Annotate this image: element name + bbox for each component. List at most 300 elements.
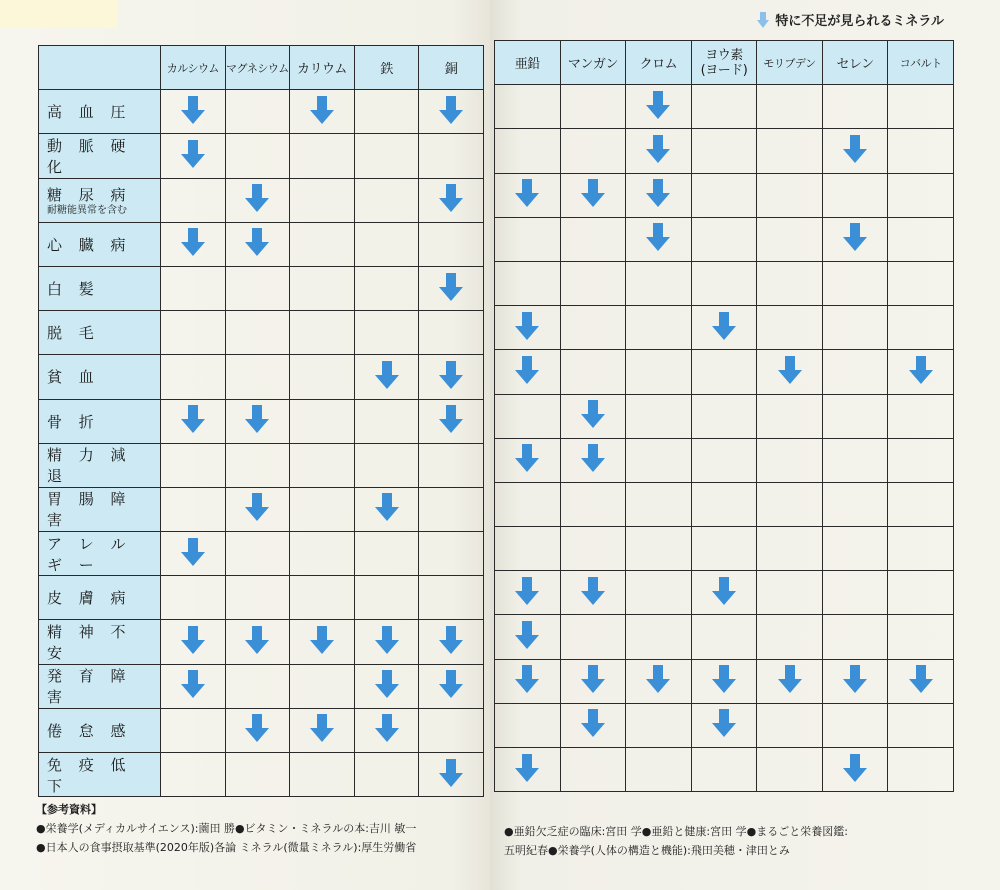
row-label-text: 胃 腸 障 害 bbox=[47, 490, 132, 530]
table-cell bbox=[626, 261, 692, 305]
table-row bbox=[39, 532, 484, 576]
down-arrow-icon bbox=[439, 273, 463, 301]
down-arrow-icon bbox=[439, 405, 463, 433]
table-cell bbox=[626, 615, 692, 659]
table-cell bbox=[757, 615, 823, 659]
down-arrow-icon bbox=[181, 96, 205, 124]
table-cell bbox=[822, 173, 888, 217]
table-cell bbox=[888, 350, 954, 394]
table-cell bbox=[290, 620, 355, 664]
table-cell bbox=[161, 664, 226, 708]
table-cell bbox=[495, 173, 561, 217]
column-header: マンガン bbox=[560, 41, 626, 85]
table-cell bbox=[560, 261, 626, 305]
table-cell bbox=[888, 748, 954, 792]
table-cell bbox=[691, 615, 757, 659]
table-cell bbox=[626, 129, 692, 173]
table-cell bbox=[626, 703, 692, 747]
table-cell bbox=[822, 703, 888, 747]
table-cell bbox=[161, 487, 226, 531]
table-cell bbox=[757, 703, 823, 747]
table-row bbox=[495, 438, 954, 482]
down-arrow-icon bbox=[181, 626, 205, 654]
page-tab bbox=[0, 0, 118, 28]
table-cell bbox=[888, 394, 954, 438]
table-row bbox=[495, 482, 954, 526]
table-cell bbox=[822, 129, 888, 173]
row-label bbox=[39, 134, 161, 178]
table-row bbox=[39, 708, 484, 752]
down-arrow-icon bbox=[515, 444, 539, 472]
table-cell bbox=[757, 527, 823, 571]
table-row bbox=[495, 748, 954, 792]
column-header: カルシウム bbox=[161, 46, 226, 90]
row-label bbox=[39, 311, 161, 355]
table-cell bbox=[225, 90, 290, 134]
row-label-text: 貧 血 bbox=[47, 368, 100, 387]
down-arrow-icon bbox=[515, 356, 539, 384]
table-cell bbox=[419, 753, 484, 797]
table-cell bbox=[354, 90, 419, 134]
down-arrow-icon bbox=[245, 184, 269, 212]
table-cell bbox=[354, 753, 419, 797]
table-cell bbox=[822, 438, 888, 482]
row-label bbox=[39, 576, 161, 620]
table-cell bbox=[626, 394, 692, 438]
table-row bbox=[39, 576, 484, 620]
down-arrow-icon bbox=[712, 709, 736, 737]
table-cell bbox=[354, 664, 419, 708]
down-arrow-icon bbox=[439, 361, 463, 389]
table-cell bbox=[757, 438, 823, 482]
down-arrow-icon bbox=[375, 361, 399, 389]
reference-line: ●亜鉛欠乏症の臨床:宮田 学●亜鉛と健康:宮田 学●まるごと栄養図鑑: bbox=[504, 825, 848, 838]
left-header-row bbox=[39, 46, 484, 90]
table-cell bbox=[626, 217, 692, 261]
down-arrow-icon bbox=[439, 184, 463, 212]
table-cell bbox=[354, 620, 419, 664]
table-row bbox=[495, 217, 954, 261]
table-row bbox=[39, 355, 484, 399]
table-cell bbox=[161, 620, 226, 664]
table-cell bbox=[354, 178, 419, 222]
down-arrow-icon bbox=[646, 223, 670, 251]
table-cell bbox=[560, 703, 626, 747]
table-cell bbox=[290, 753, 355, 797]
down-arrow-icon bbox=[375, 670, 399, 698]
references-left bbox=[36, 800, 486, 857]
down-arrow-icon bbox=[245, 405, 269, 433]
table-cell bbox=[290, 576, 355, 620]
table-cell bbox=[290, 443, 355, 487]
table-cell bbox=[225, 355, 290, 399]
table-cell bbox=[495, 482, 561, 526]
table-cell bbox=[560, 571, 626, 615]
table-cell bbox=[225, 753, 290, 797]
down-arrow-icon bbox=[843, 135, 867, 163]
down-arrow-icon bbox=[712, 665, 736, 693]
down-arrow-icon bbox=[375, 493, 399, 521]
table-cell bbox=[161, 443, 226, 487]
table-cell bbox=[691, 261, 757, 305]
down-arrow-icon bbox=[439, 759, 463, 787]
table-cell bbox=[419, 311, 484, 355]
table-cell bbox=[822, 482, 888, 526]
table-cell bbox=[888, 482, 954, 526]
row-label bbox=[39, 620, 161, 664]
table-cell bbox=[691, 748, 757, 792]
table-cell bbox=[560, 438, 626, 482]
down-arrow-icon bbox=[181, 228, 205, 256]
table-row bbox=[39, 399, 484, 443]
table-row bbox=[495, 129, 954, 173]
down-arrow-icon bbox=[581, 179, 605, 207]
table-cell bbox=[161, 399, 226, 443]
table-row bbox=[495, 571, 954, 615]
table-row bbox=[39, 487, 484, 531]
column-header: カリウム bbox=[290, 46, 355, 90]
table-cell bbox=[626, 482, 692, 526]
table-cell bbox=[290, 178, 355, 222]
down-arrow-icon bbox=[712, 577, 736, 605]
down-arrow-icon bbox=[646, 91, 670, 119]
table-cell bbox=[419, 620, 484, 664]
table-cell bbox=[354, 487, 419, 531]
row-label-text: ア レ ル ギ ー bbox=[47, 534, 132, 574]
table-cell bbox=[161, 576, 226, 620]
table-cell bbox=[691, 527, 757, 571]
table-cell bbox=[888, 615, 954, 659]
table-cell bbox=[626, 659, 692, 703]
table-cell bbox=[354, 532, 419, 576]
table-cell bbox=[225, 134, 290, 178]
table-row bbox=[495, 703, 954, 747]
down-arrow-icon bbox=[245, 493, 269, 521]
table-cell bbox=[691, 85, 757, 129]
column-header: モリブデン bbox=[757, 41, 823, 85]
table-cell bbox=[757, 261, 823, 305]
down-arrow-icon bbox=[909, 665, 933, 693]
table-row bbox=[495, 394, 954, 438]
table-cell bbox=[495, 438, 561, 482]
column-header: コバルト bbox=[888, 41, 954, 85]
table-cell bbox=[495, 217, 561, 261]
down-arrow-icon bbox=[181, 538, 205, 566]
table-cell bbox=[225, 708, 290, 752]
table-row bbox=[39, 620, 484, 664]
table-row bbox=[495, 527, 954, 571]
down-arrow-icon bbox=[581, 444, 605, 472]
table-cell bbox=[495, 748, 561, 792]
row-label bbox=[39, 355, 161, 399]
table-cell bbox=[888, 527, 954, 571]
table-cell bbox=[757, 217, 823, 261]
table-row bbox=[39, 134, 484, 178]
table-cell bbox=[691, 571, 757, 615]
table-cell bbox=[161, 178, 226, 222]
table-cell bbox=[691, 438, 757, 482]
down-arrow-icon bbox=[515, 754, 539, 782]
table-cell bbox=[354, 355, 419, 399]
row-label bbox=[39, 178, 161, 222]
down-arrow-icon bbox=[245, 714, 269, 742]
reference-line: ●日本人の食事摂取基準(2020年版)各論 ミネラル(微量ミネラル):厚生労働省 bbox=[36, 841, 417, 854]
table-cell bbox=[757, 85, 823, 129]
table-cell bbox=[290, 134, 355, 178]
row-label bbox=[39, 532, 161, 576]
down-arrow-icon bbox=[581, 577, 605, 605]
table-cell bbox=[419, 664, 484, 708]
table-cell bbox=[560, 173, 626, 217]
table-cell bbox=[290, 355, 355, 399]
table-cell bbox=[419, 708, 484, 752]
table-row bbox=[495, 350, 954, 394]
row-label bbox=[39, 708, 161, 752]
table-cell bbox=[888, 217, 954, 261]
column-header: 亜鉛 bbox=[495, 41, 561, 85]
row-label-note: 耐糖能異常を含む bbox=[47, 205, 127, 217]
table-cell bbox=[888, 659, 954, 703]
legend bbox=[757, 10, 944, 29]
table-cell bbox=[626, 527, 692, 571]
table-cell bbox=[888, 571, 954, 615]
table-cell bbox=[419, 355, 484, 399]
down-arrow-icon bbox=[778, 665, 802, 693]
table-cell bbox=[495, 350, 561, 394]
table-cell bbox=[757, 350, 823, 394]
down-arrow-icon bbox=[581, 400, 605, 428]
table-cell bbox=[560, 350, 626, 394]
table-row bbox=[39, 311, 484, 355]
table-cell bbox=[161, 90, 226, 134]
right-header-row bbox=[495, 41, 954, 85]
down-arrow-icon bbox=[581, 665, 605, 693]
table-cell bbox=[822, 571, 888, 615]
table-cell bbox=[290, 90, 355, 134]
reference-line: 五明紀春●栄養学(人体の構造と機能):飛田美穂・津田とみ bbox=[504, 844, 790, 857]
table-cell bbox=[495, 261, 561, 305]
down-arrow-icon bbox=[515, 665, 539, 693]
down-arrow-icon bbox=[757, 12, 769, 28]
row-label bbox=[39, 399, 161, 443]
table-cell bbox=[354, 222, 419, 266]
left-mineral-table bbox=[38, 45, 484, 797]
table-cell bbox=[419, 90, 484, 134]
table-cell bbox=[888, 438, 954, 482]
table-cell bbox=[822, 615, 888, 659]
table-cell bbox=[691, 394, 757, 438]
table-cell bbox=[290, 487, 355, 531]
down-arrow-icon bbox=[439, 670, 463, 698]
table-cell bbox=[560, 306, 626, 350]
column-header: ヨウ素 (ヨード) bbox=[691, 41, 757, 85]
table-cell bbox=[225, 443, 290, 487]
table-row bbox=[39, 443, 484, 487]
row-label-text: 脱 毛 bbox=[47, 324, 100, 343]
table-cell bbox=[560, 659, 626, 703]
down-arrow-icon bbox=[646, 135, 670, 163]
table-row bbox=[39, 178, 484, 222]
table-cell bbox=[757, 306, 823, 350]
table-cell bbox=[560, 527, 626, 571]
table-cell bbox=[225, 620, 290, 664]
table-cell bbox=[161, 753, 226, 797]
down-arrow-icon bbox=[778, 356, 802, 384]
table-cell bbox=[419, 178, 484, 222]
table-cell bbox=[626, 306, 692, 350]
down-arrow-icon bbox=[439, 626, 463, 654]
table-cell bbox=[626, 748, 692, 792]
table-row bbox=[495, 306, 954, 350]
table-cell bbox=[757, 748, 823, 792]
table-cell bbox=[161, 134, 226, 178]
table-cell bbox=[757, 173, 823, 217]
table-cell bbox=[225, 532, 290, 576]
table-cell bbox=[626, 173, 692, 217]
column-header: 鉄 bbox=[354, 46, 419, 90]
row-label-text: 骨 折 bbox=[47, 412, 100, 431]
table-cell bbox=[225, 487, 290, 531]
table-cell bbox=[290, 399, 355, 443]
corner-cell bbox=[39, 46, 161, 90]
down-arrow-icon bbox=[646, 179, 670, 207]
table-cell bbox=[691, 350, 757, 394]
legend-text: 特に不足が見られるミネラル bbox=[775, 14, 944, 29]
table-cell bbox=[225, 178, 290, 222]
table-cell bbox=[691, 217, 757, 261]
down-arrow-icon bbox=[375, 714, 399, 742]
row-label-text: 白 髪 bbox=[47, 280, 100, 299]
table-cell bbox=[691, 173, 757, 217]
down-arrow-icon bbox=[181, 670, 205, 698]
table-cell bbox=[225, 311, 290, 355]
table-cell bbox=[888, 173, 954, 217]
down-arrow-icon bbox=[181, 140, 205, 168]
table-row bbox=[39, 664, 484, 708]
table-row bbox=[495, 615, 954, 659]
row-label bbox=[39, 753, 161, 797]
table-row bbox=[495, 173, 954, 217]
table-cell bbox=[161, 355, 226, 399]
table-cell bbox=[691, 703, 757, 747]
table-cell bbox=[290, 222, 355, 266]
row-label-text: 皮 膚 病 bbox=[47, 589, 132, 608]
table-cell bbox=[161, 532, 226, 576]
table-cell bbox=[290, 266, 355, 310]
down-arrow-icon bbox=[515, 312, 539, 340]
table-cell bbox=[419, 266, 484, 310]
row-label-text: 倦 怠 感 bbox=[47, 721, 132, 740]
reference-line: ●栄養学(メディカルサイエンス):薗田 勝●ビタミン・ミネラルの本:吉川 敏一 bbox=[36, 822, 417, 835]
table-cell bbox=[419, 576, 484, 620]
table-cell bbox=[495, 129, 561, 173]
down-arrow-icon bbox=[310, 96, 334, 124]
down-arrow-icon bbox=[245, 228, 269, 256]
row-label-text: 動 脈 硬 化 bbox=[47, 136, 132, 176]
table-cell bbox=[495, 394, 561, 438]
table-cell bbox=[495, 306, 561, 350]
row-label bbox=[39, 664, 161, 708]
row-label-text: 精 力 減 退 bbox=[47, 446, 132, 486]
down-arrow-icon bbox=[712, 312, 736, 340]
down-arrow-icon bbox=[439, 96, 463, 124]
table-cell bbox=[560, 217, 626, 261]
down-arrow-icon bbox=[515, 179, 539, 207]
down-arrow-icon bbox=[245, 626, 269, 654]
table-cell bbox=[888, 85, 954, 129]
column-header: クロム bbox=[626, 41, 692, 85]
table-cell bbox=[419, 532, 484, 576]
table-cell bbox=[757, 394, 823, 438]
table-cell bbox=[290, 532, 355, 576]
down-arrow-icon bbox=[310, 626, 334, 654]
table-cell bbox=[560, 482, 626, 526]
table-cell bbox=[225, 266, 290, 310]
table-cell bbox=[419, 399, 484, 443]
column-header: セレン bbox=[822, 41, 888, 85]
table-cell bbox=[419, 134, 484, 178]
table-row bbox=[495, 85, 954, 129]
table-cell bbox=[822, 527, 888, 571]
table-cell bbox=[626, 85, 692, 129]
column-header: マグネシウム bbox=[225, 46, 290, 90]
table-cell bbox=[560, 129, 626, 173]
table-cell bbox=[691, 659, 757, 703]
table-cell bbox=[691, 306, 757, 350]
row-label bbox=[39, 443, 161, 487]
row-label-text: 発 育 障 害 bbox=[47, 667, 132, 707]
table-cell bbox=[888, 703, 954, 747]
row-label bbox=[39, 487, 161, 531]
table-cell bbox=[822, 748, 888, 792]
table-cell bbox=[822, 394, 888, 438]
table-cell bbox=[354, 576, 419, 620]
table-cell bbox=[225, 399, 290, 443]
row-label bbox=[39, 266, 161, 310]
table-cell bbox=[757, 482, 823, 526]
table-cell bbox=[161, 266, 226, 310]
table-cell bbox=[626, 571, 692, 615]
table-cell bbox=[225, 222, 290, 266]
down-arrow-icon bbox=[909, 356, 933, 384]
table-row bbox=[39, 266, 484, 310]
row-label bbox=[39, 222, 161, 266]
down-arrow-icon bbox=[843, 754, 867, 782]
down-arrow-icon bbox=[181, 405, 205, 433]
table-cell bbox=[822, 217, 888, 261]
table-cell bbox=[560, 85, 626, 129]
table-cell bbox=[354, 708, 419, 752]
down-arrow-icon bbox=[843, 223, 867, 251]
table-cell bbox=[757, 129, 823, 173]
right-mineral-table bbox=[494, 40, 954, 792]
row-label-text: 免 疫 低 下 bbox=[47, 755, 132, 795]
references-title: 【参考資料】 bbox=[36, 803, 102, 816]
table-cell bbox=[354, 266, 419, 310]
down-arrow-icon bbox=[310, 714, 334, 742]
row-label-text: 心 臓 病 bbox=[47, 235, 132, 254]
table-cell bbox=[161, 311, 226, 355]
table-cell bbox=[691, 482, 757, 526]
down-arrow-icon bbox=[646, 665, 670, 693]
table-cell bbox=[888, 306, 954, 350]
table-cell bbox=[888, 261, 954, 305]
table-cell bbox=[419, 443, 484, 487]
table-cell bbox=[161, 222, 226, 266]
down-arrow-icon bbox=[375, 626, 399, 654]
table-cell bbox=[888, 129, 954, 173]
table-cell bbox=[822, 659, 888, 703]
